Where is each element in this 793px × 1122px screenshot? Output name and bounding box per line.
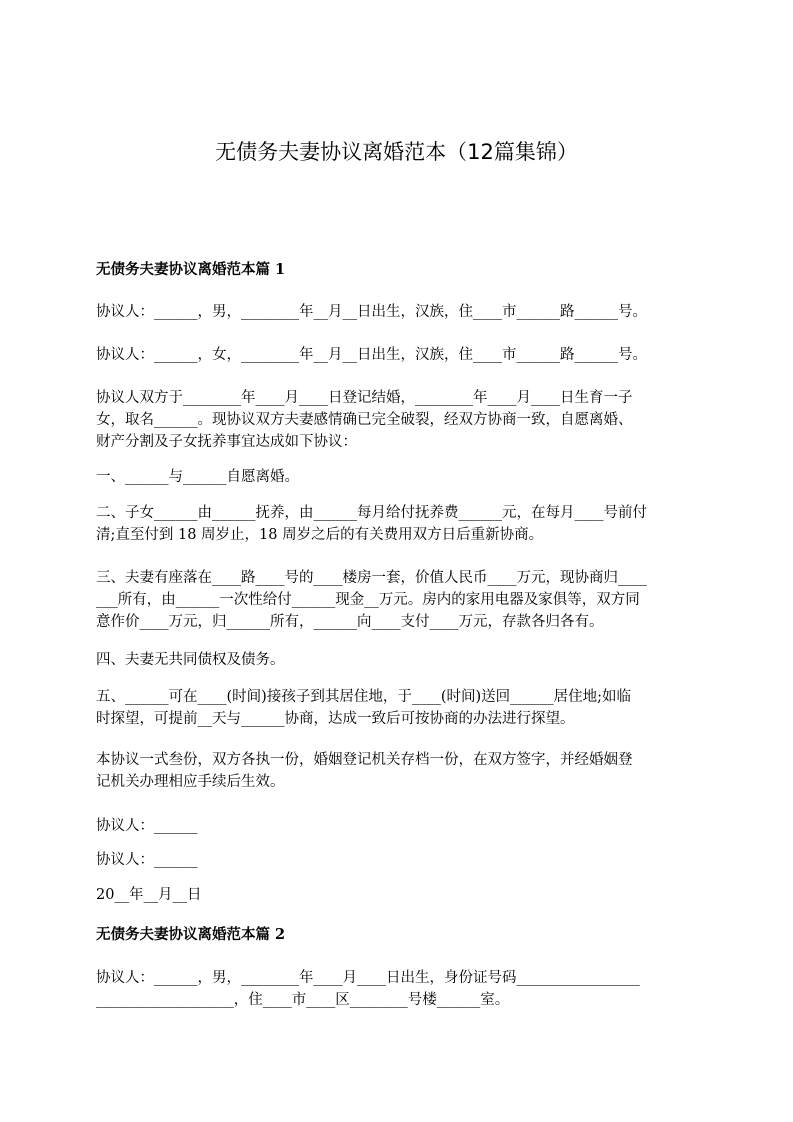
line: 协议人：______，男，________年____月____日出生，身份证号码_________________ bbox=[96, 970, 640, 986]
paragraph bbox=[96, 344, 716, 366]
paragraph bbox=[96, 466, 716, 488]
line: 三、夫妻有座落在____路____号的____楼房一套，价值人民币____万元，现协商归____ bbox=[96, 570, 647, 586]
line: 协议人：______ bbox=[96, 818, 198, 834]
document-title: 无债务夫妻协议离婚范本（12篇集锦） bbox=[215, 140, 578, 164]
paragraph bbox=[96, 749, 716, 793]
paragraph bbox=[96, 649, 716, 671]
line: 意作价____万元，归______所有，______向____支付____万元，存款各归各有。 bbox=[96, 614, 604, 630]
line: 协议人：______ bbox=[96, 852, 198, 868]
paragraph bbox=[96, 967, 716, 1011]
paragraph bbox=[96, 301, 716, 323]
paragraph bbox=[96, 502, 716, 546]
paragraph bbox=[96, 686, 716, 730]
line: 一、______与______自愿离婚。 bbox=[96, 469, 299, 485]
line: 协议人双方于________年____月____日登记结婚，________年____月____日生育一子 bbox=[96, 390, 633, 406]
line: 二、子女______由______抚养，由______每月给付抚养费______元，在每月____号前付 bbox=[96, 505, 647, 521]
line: 本协议一式叁份，双方各执一份，婚姻登记机关存档一份，在双方签字，并经婚姻登 bbox=[96, 752, 633, 768]
line: 协议人：______，男，________年__月__日出生，汉族，住____市______路______号。 bbox=[96, 304, 647, 320]
line: 四、夫妻无共同债权及债务。 bbox=[96, 652, 285, 668]
paragraph bbox=[96, 567, 716, 633]
line: 五、______可在____(时间)接孩子到其居住地，于____(时间)送回______居住地;如临 bbox=[96, 689, 632, 705]
line: ___所有，由______一次性给付______现金__万元。房内的家用电器及家俱等，双方同 bbox=[96, 592, 640, 608]
line: 清;直至付到 18 周岁止，18 周岁之后的有关费用双方日后重新协商。 bbox=[96, 527, 544, 543]
line: 财产分割及子女抚养事宜达成如下协议： bbox=[96, 434, 357, 450]
date-line bbox=[96, 884, 716, 906]
signature-line bbox=[96, 849, 716, 871]
line: ___________________，住____市____区________号楼______室。 bbox=[96, 992, 510, 1008]
section-heading: 无债务夫妻协议离婚范本篇 1 bbox=[96, 261, 286, 278]
line: 20__年__月__日 bbox=[96, 887, 202, 903]
section-heading: 无债务夫妻协议离婚范本篇 2 bbox=[96, 926, 286, 943]
signature-line bbox=[96, 815, 716, 837]
line: 女，取名______。现协议双方夫妻感情确已完全破裂，经双方协商一致，自愿离婚、 bbox=[96, 412, 633, 428]
line: 记机关办理相应手续后生效。 bbox=[96, 774, 285, 790]
paragraph bbox=[96, 387, 716, 453]
line: 时探望，可提前__天与______协商，达成一致后可按协商的办法进行探望。 bbox=[96, 711, 575, 727]
line: 协议人：______，女，________年__月__日出生，汉族，住____市______路______号。 bbox=[96, 347, 647, 363]
